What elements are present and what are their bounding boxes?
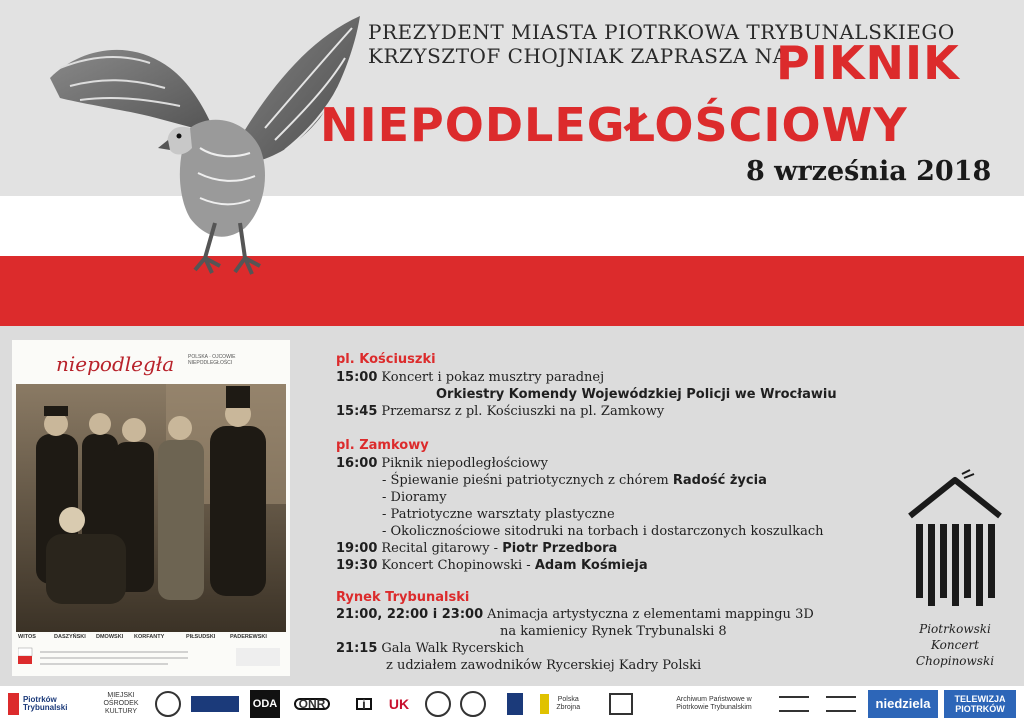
event-text: na kamienicy Rynek Trybunalski 8	[500, 624, 727, 639]
event-text: Piknik niepodległościowy	[381, 456, 549, 471]
poster-name: WITOS	[18, 634, 36, 640]
poster-name: DMOWSKI	[96, 634, 124, 640]
emblem-icon	[826, 696, 856, 712]
event-time: 19:00	[336, 541, 378, 556]
schedule-row	[336, 456, 548, 472]
event-time: 15:00	[336, 370, 378, 385]
event-time: 21:15	[336, 641, 378, 656]
sponsor-logo	[496, 690, 534, 718]
poster-footer-icon	[18, 644, 284, 672]
sponsor-logo	[92, 690, 150, 718]
poster-name: DASZYŃSKI	[54, 634, 86, 640]
header-line-1: PREZYDENT MIASTA PIOTRKOWA TRYBUNALSKIEGO	[368, 20, 955, 44]
sponsor-name: Archiwum Państwowe w Piotrkowie Trybunalskim	[676, 696, 752, 711]
sponsor-logo	[540, 690, 584, 718]
event-text: - Dioramy	[382, 490, 447, 505]
sponsor-logo	[592, 690, 650, 718]
event-bold-text: Radość życia	[672, 473, 767, 488]
poster-subtitle: POLSKA · OJCOWIE NIEPODLEGŁOŚCI	[188, 354, 236, 366]
poster-names-strip	[18, 634, 284, 642]
seal-icon	[155, 691, 181, 717]
chopin-logo-line3: Chopinowski	[915, 654, 995, 668]
sponsor-name: TELEWIZJA PIOTRKÓW	[954, 694, 1006, 714]
schedule-row	[336, 370, 604, 386]
sponsor-logo	[820, 690, 862, 718]
schedule-row	[500, 624, 727, 640]
sponsor-name: Piotrków Trybunalski	[22, 695, 68, 712]
location-zamkowy: pl. Zamkowy	[336, 438, 429, 453]
sponsor-name: ONR	[294, 698, 331, 710]
location-kosciuszki: pl. Kościuszki	[336, 352, 436, 367]
schedule-row	[336, 541, 617, 557]
sponsor-logo	[154, 690, 182, 718]
event-text: z udziałem zawodników Rycerskiej Kadry Polski	[386, 658, 702, 673]
event-bold-text: Piotr Przedbora	[502, 541, 618, 556]
event-time: 16:00	[336, 456, 378, 471]
schedule-row	[382, 524, 824, 540]
location-rynek: Rynek Trybunalski	[336, 590, 470, 605]
poster-name: PIŁSUDSKI	[186, 634, 216, 640]
poster-name: PADEREWSKI	[230, 634, 267, 640]
sponsor-name: UK	[388, 696, 410, 712]
event-bold-text: Adam Kośmieja	[534, 558, 648, 573]
sponsor-logo	[662, 690, 766, 718]
event-text: Koncert Chopinowski -	[381, 558, 535, 573]
seal-icon	[425, 691, 451, 717]
sponsor-logo	[188, 690, 242, 718]
header-line-2: KRZYSZTOF CHOJNIAK ZAPRASZA NA	[368, 44, 788, 68]
sponsor-logo	[424, 690, 452, 718]
sponsor-logo	[384, 690, 414, 718]
event-text: Gala Walk Rycerskich	[381, 641, 525, 656]
schedule-row	[436, 387, 837, 403]
house-piano-icon	[900, 468, 1010, 618]
emblem-icon	[507, 693, 523, 715]
event-text: - Śpiewanie pieśni patriotycznych z chórem	[382, 473, 673, 488]
city-crest-icon	[8, 693, 19, 715]
sponsor-name: MIEJSKI OŚRODEK KULTURY	[103, 692, 139, 715]
sponsor-name: ODA	[252, 698, 278, 710]
schedule-row	[336, 404, 664, 420]
building-icon	[191, 696, 239, 712]
schedule-row	[336, 558, 648, 574]
event-time: 19:30	[336, 558, 378, 573]
emblem-icon	[779, 696, 809, 712]
sponsor-logo	[868, 690, 938, 718]
seal-icon	[460, 691, 486, 717]
schedule-row	[336, 641, 524, 657]
sponsor-logo	[250, 690, 280, 718]
event-text: Animacja artystyczna z elementami mappingu 3D	[487, 607, 814, 622]
event-time: 21:00, 22:00 i 23:00	[336, 607, 484, 622]
sponsor-logo	[8, 690, 86, 718]
sponsor-logo	[354, 690, 374, 718]
event-text: Recital gitarowy -	[381, 541, 503, 556]
event-bold-text: Orkiestry Komendy Wojewódzkiej Policji we Wrocławiu	[436, 387, 837, 402]
sponsor-name: niedziela	[875, 696, 931, 711]
portrait-photo-icon	[16, 384, 286, 632]
emblem-icon	[540, 694, 549, 714]
event-time: 15:45	[336, 404, 378, 419]
event-title-piknik: PIKNIK	[776, 36, 960, 90]
sponsor-name: i	[356, 698, 372, 710]
event-text: - Patriotyczne warsztaty plastyczne	[382, 507, 615, 522]
niepodlegla-poster	[12, 340, 290, 676]
chopin-logo-line2: Koncert	[931, 638, 979, 652]
event-text: Koncert i pokaz musztry paradnej	[381, 370, 605, 385]
poster-script-title: niepodległa	[56, 352, 175, 376]
chopin-logo-line1: Piotrkowski	[919, 622, 991, 636]
poster-name: KORFANTY	[134, 634, 165, 640]
schedule-row	[382, 473, 767, 489]
schedule-row	[382, 490, 447, 506]
schedule-row	[386, 658, 701, 674]
schedule-row	[382, 507, 615, 523]
sponsor-logo	[458, 690, 488, 718]
event-text: - Okolicznościowe sitodruki na torbach i dostarczonych koszulkach	[382, 524, 824, 539]
event-title-niepodleglosciowy: NIEPODLEGŁOŚCIOWY	[320, 98, 908, 152]
sponsor-logo	[774, 690, 814, 718]
emblem-icon	[609, 693, 633, 715]
schedule-row	[336, 607, 814, 623]
event-date: 8 września 2018	[746, 156, 992, 187]
sponsor-name: Polska Zbrojna	[556, 696, 581, 711]
sponsor-logo	[290, 690, 334, 718]
event-text: Przemarsz z pl. Kościuszki na pl. Zamkowy	[381, 404, 665, 419]
sponsor-logo	[944, 690, 1016, 718]
chopin-concert-logo	[900, 468, 1010, 678]
sponsors-strip	[0, 686, 1024, 724]
